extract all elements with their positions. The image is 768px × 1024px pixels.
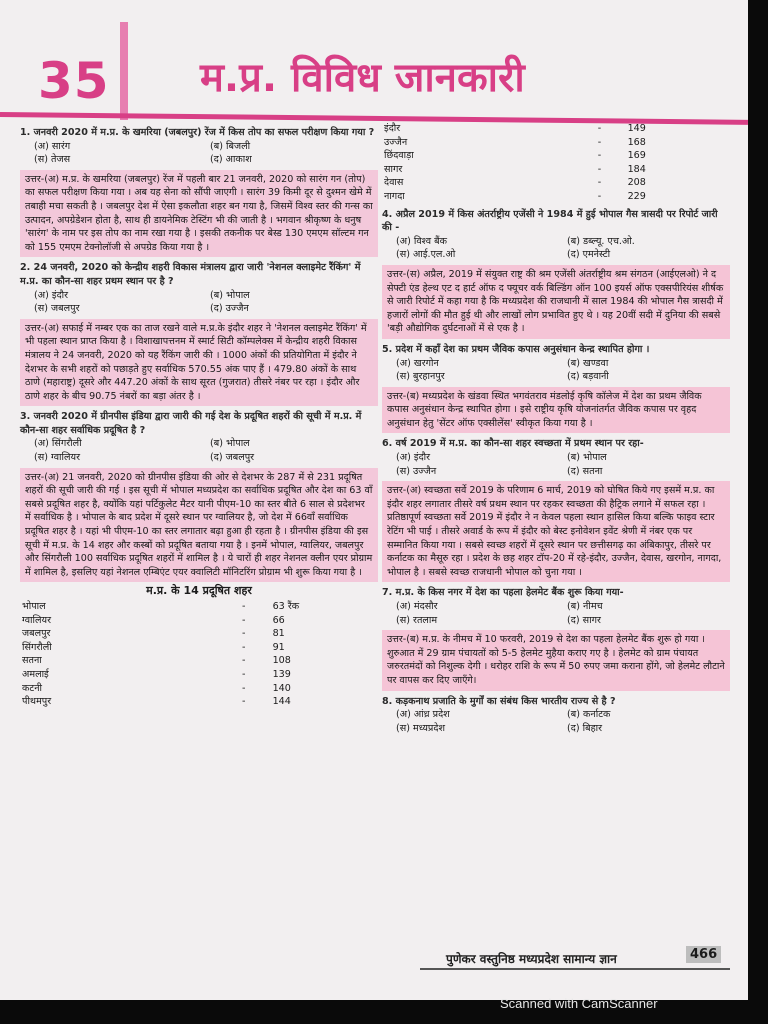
dash-cell: - xyxy=(242,696,246,708)
table-row xyxy=(20,682,378,696)
question-4-options xyxy=(382,235,730,262)
city-cell: देवास xyxy=(384,177,404,189)
option: (द) एमनेस्टी xyxy=(567,249,611,261)
answer-2: उत्तर-(अ) सफाई में नम्बर एक का ताज रखने वाले म.प्र.के इंदौर शहर ने 'नेशनल क्लाइमेट रैंकिंग' में भी पहला स्थान प्राप्त किया है । विशाखापत्तनम में स्मार्ट सिटी कॉम्पलेक्स में केन्द्रीय शहरी विकास मंत्रालय ने 24 जनवरी, 2020 को यह रैंकिंग जारी की । 1000 अंकों की प्रतियोगिता में इंदौर ने देशभर के सभी शहरों को पछाड़ते हुए सर्वाधिक 570.55 अंक पाए हैं । 479.80 अंकों के साथ ठाणे (महाराष्ट्र) दूसरे और 447.20 अंकों के साथ सूरत (गुजरात) तीसरे नंबर पर रहा । इंदौर और ठाणे शहर के बीच 90.75 नंबरों का बड़ा अंतर है । xyxy=(20,319,378,407)
question-2-options xyxy=(20,289,378,316)
question-6-options xyxy=(382,451,730,478)
right-column xyxy=(382,122,730,735)
city-cell: कटनी xyxy=(22,682,43,694)
city-cell: उज्जैन xyxy=(384,136,408,148)
dash-cell: - xyxy=(242,682,246,694)
dash-cell: - xyxy=(597,150,602,162)
option: (अ) सिंगरौली xyxy=(34,438,82,450)
option: (ब) भोपाल xyxy=(567,452,607,464)
option: (द) बड़वानी xyxy=(567,371,609,383)
rank-cell: 168 xyxy=(627,136,646,148)
option: (द) सतना xyxy=(567,465,603,477)
option: (स) मध्यप्रदेश xyxy=(396,722,446,734)
table-row xyxy=(382,149,730,163)
dash-cell: - xyxy=(242,614,246,626)
polluted-cities-heading: म.प्र. के 14 प्रदूषित शहर xyxy=(146,584,252,598)
city-cell: सतना xyxy=(22,655,42,667)
option: (स) बुरहानपुर xyxy=(396,371,445,383)
polluted-cities-table-continued xyxy=(382,122,730,204)
question-8: 8. कड़कनाथ प्रजाति के मुर्गों का संबंध किस भारतीय राज्य से है ? xyxy=(382,695,616,707)
option: (ब) भोपाल xyxy=(210,289,250,301)
dash-cell: - xyxy=(597,177,602,189)
table-row xyxy=(20,654,378,668)
dash-cell: - xyxy=(242,655,246,667)
rank-cell: 208 xyxy=(627,177,646,189)
option: (स) तेजस xyxy=(34,154,71,166)
rank-cell: 140 xyxy=(272,682,291,694)
city-cell: जबलपुर xyxy=(22,628,51,640)
city-cell: भोपाल xyxy=(22,601,46,612)
table-row xyxy=(382,163,730,177)
question-6: 6. वर्ष 2019 में म.प्र. का कौन-सा शहर स्वच्छता में प्रथम स्थान पर रहा- xyxy=(382,438,644,450)
question-8-options xyxy=(382,708,730,735)
dash-cell: - xyxy=(242,668,246,680)
dash-cell: - xyxy=(597,190,602,202)
city-cell: छिंदवाड़ा xyxy=(384,150,414,162)
option: (स) आई.एल.ओ xyxy=(396,249,456,261)
scan-watermark: Scanned with CamScanner xyxy=(500,996,658,1011)
table-row xyxy=(382,136,730,150)
rank-cell: 66 xyxy=(272,614,285,626)
chapter-title: म.प्र. विविध जानकारी xyxy=(200,55,525,101)
option: (अ) विश्व बैंक xyxy=(396,235,447,247)
rank-cell: 184 xyxy=(627,163,646,175)
option: (अ) मंदसौर xyxy=(396,601,438,612)
dash-cell: - xyxy=(242,628,246,640)
option: (अ) खरगोन xyxy=(396,357,439,369)
option: (स) रतलाम xyxy=(396,614,438,626)
dash-cell: - xyxy=(597,136,602,148)
city-cell: ग्वालियर xyxy=(22,614,51,626)
question-3-options xyxy=(20,437,378,464)
question-4: 4. अप्रैल 2019 में किस अंतर्राष्ट्रीय एजेंसी ने 1984 में हुई भोपाल गैस त्रासदी पर रिपोर्ट जारी की - xyxy=(382,208,718,234)
city-cell: सागर xyxy=(384,163,403,175)
book-title-footer: पुणेकर वस्तुनिष्ठ मध्यप्रदेश सामान्य ज्ञान xyxy=(446,952,617,966)
option: (ब) खण्डवा xyxy=(567,357,609,369)
option: (द) सागर xyxy=(567,614,601,626)
question-7-options xyxy=(382,600,730,627)
table-row xyxy=(20,614,378,628)
option: (अ) इंदौर xyxy=(396,452,431,464)
question-5-options xyxy=(382,357,730,384)
dash-cell: - xyxy=(242,601,246,612)
option: (स) उज्जैन xyxy=(396,465,437,477)
option: (अ) इंदौर xyxy=(34,289,69,301)
option: (ब) डब्ल्यू. एच.ओ. xyxy=(567,235,635,247)
question-3: 3. जनवरी 2020 में ग्रीनपीस इंडिया द्वारा जारी की गई देश के प्रदूषित शहरों की सूची में म.प्र. में कौन-सा शहर सर्वाधिक प्रदूषित है ? xyxy=(20,411,362,436)
footer-rule xyxy=(420,968,730,970)
rank-cell: 139 xyxy=(272,668,291,680)
table-row xyxy=(20,641,378,655)
answer-3: उत्तर-(अ) 21 जनवरी, 2020 को ग्रीनपीस इंडिया की ओर से देशभर के 287 में से 231 प्रदूषित शहरों की सूची जारी की गई । इस सूची में भोपाल मध्यप्रदेश का सर्वाधिक प्रदूषित और देश का 63 वाँ सबसे प्रदूषित शहर है, क्योंकि यहां पर्टिकुलेट मैटर यानी पीएम-10 का स्तर बीते 6 साल से प्रदेशभर में सर्वाधिक है । भोपाल के बाद प्रदेश में दूसरे स्थान पर ग्वालियर है, जो देश में 66वाँ सर्वाधिक प्रदूषित शहर है । यहां भी पीएम-10 का स्तर लगातार बढ़ा हुआ ही रहता है । ग्रीनपीस इंडिया की इस सूची में म.प्र. के 14 शहर और कस्बों को प्रदूषित बताया गया है । इनमें भोपाल, ग्वालियर, जबलपुर और सिंगरौली 100 सर्वाधिक प्रदूषित शहरों में शामिल है । ये चारों ही शहर नेशनल क्लीन एयर प्रोग्राम में शामिल है, इसलिए यहां नेशनल एम्बिएंट एयर क्वालिटी मॉनिटरिंग प्रोग्राम भी शुरू किया गया है । xyxy=(20,468,378,583)
table-row xyxy=(20,600,378,614)
rank-cell: 63 रैंक xyxy=(272,601,300,612)
answer-4: उत्तर-(स) अप्रैल, 2019 में संयुक्त राष्ट्र की श्रम एजेंसी अंतर्राष्ट्रीय श्रम संगठन (आईएलओ) ने द सेफ्टी एंड हेल्थ एट द हार्ट ऑफ द फ्यूचर वर्क बिल्डिंग ऑन 100 इयर्स ऑफ एक्सपीरियंस शीर्षक से जारी रिपोर्ट में कहा गया है कि मध्यप्रदेश की राजधानी में साल 1984 की भोपाल गैस त्रासदी में हजारों लोगों की मौत हुई थी और लाखों लोग प्रभावित हुए थे । यह 20वीं सदी में दुनिया की सबसे 'बड़ी औद्योगिक दुर्घटनाओं में से एक है । xyxy=(382,265,730,339)
chapter-divider xyxy=(120,22,128,120)
table-row xyxy=(20,695,378,709)
city-cell: इंदौर xyxy=(384,123,401,134)
option: (द) आकाश xyxy=(210,154,252,166)
table-row xyxy=(382,176,730,190)
rank-cell: 144 xyxy=(272,696,291,708)
answer-1: उत्तर-(अ) म.प्र. के खमरिया (जबलपुर) रेंज में पहली बार 21 जनवरी, 2020 को सारंग गन (तोप) का सफल परीक्षण किया गया । अब यह सेना को सौंपी जाएगी । सारंग 39 किमी दूर से दुश्मन खेमे में तबाही मचा सकती है । जबलपुर देश में ऐसा इकलौता शहर बन गया है, जिसमें विश्व स्तर की गन्स का उत्पादन, अपग्रेडेशन होता है, साथ ही डायनेमिक टेस्टिंग भी की जाती है । भगवान श्रीकृष्ण के धनुष 'सारंग' के नाम पर इस तोप का नाम रखा गया है । इसकी तकनीक पर बेस्ड 130 एमएम सॉल्टम गन को 155 एमएम टेक्नोलॉजी से अपग्रेड किया गया है । xyxy=(20,170,378,258)
left-column xyxy=(20,122,378,709)
table-row xyxy=(20,627,378,641)
dash-cell: - xyxy=(597,123,602,134)
question-5: 5. प्रदेश में कहाँ देश का प्रथम जैविक कपास अनुसंधान केन्द्र स्थापित होगा । xyxy=(382,343,650,355)
answer-7: उत्तर-(ब) म.प्र. के नीमच में 10 फरवरी, 2019 से देश का पहला हेलमेट बैंक शुरू हो गया । शुरुआत में 29 ग्राम पंचायतों को 5-5 हेलमेट मुहैया कराए गए है । हेलमेट को ग्राम पंचायत जरुरतमंदों को निशुल्क देगी । धरोहर राशि के रूप में 50 रुपए जमा कराना होंगे, जो हेलमेट लौटाने पर वापस कर दिए जाएँगे। xyxy=(382,630,730,690)
option: (द) बिहार xyxy=(567,722,603,734)
answer-5: उत्तर-(ब) मध्यप्रदेश के खंडवा स्थित भगवंतराव मंडलोई कृषि कॉलेज में देश का प्रथम जैविक कपास अनुसंधान केन्द्र स्थापित होगा । इसे राष्ट्रीय कृषि योजनांतर्गत जैविक कपास पर वृहद अनुसंधान हेतु 'सेंटर ऑफ एक्सीलेंस' स्वीकृत किया गया है । xyxy=(382,387,730,434)
city-cell: सिंगरौली xyxy=(22,641,52,653)
rank-cell: 108 xyxy=(272,655,291,667)
rank-cell: 229 xyxy=(627,190,646,202)
option: (द) जबलपुर xyxy=(210,452,255,464)
chapter-number: 35 xyxy=(38,52,110,110)
option: (ब) नीमच xyxy=(567,601,603,612)
question-2: 2. 24 जनवरी, 2020 को केन्द्रीय शहरी विकास मंत्रालय द्वारा जारी 'नेशनल क्लाइमेट रैंकिंग' में म.प्र. का कौन-सा शहर प्रथम स्थान पर है ? xyxy=(20,262,361,287)
option: (ब) भोपाल xyxy=(210,438,250,450)
option: (ब) बिजली xyxy=(210,140,251,152)
city-cell: अमलाई xyxy=(22,668,49,680)
table-row xyxy=(382,190,730,204)
question-1-options xyxy=(20,140,378,167)
option: (स) जबलपुर xyxy=(34,303,80,315)
rank-cell: 169 xyxy=(627,150,646,162)
rank-cell: 81 xyxy=(272,628,285,640)
answer-6: उत्तर-(अ) स्वच्छता सर्वे 2019 के परिणाम 6 मार्च, 2019 को घोषित किये गए इसमें म.प्र. का इंदौर शहर लगातार तीसरे वर्ष प्रथम स्थान पर रहकर स्वच्छता की हैट्रिक लगाने में सफल रहा । प्रतिष्ठापूर्ण स्वच्छता सर्वे 2019 में इंदौर ने न केवल पहला स्थान हासिल किया बल्कि फाइव स्टार रेटिंग भी पाई । तीसरे अवार्ड के रूप में इंदौर को बेस्ट इनोवेशन इवेंट श्रेणी में नंबर एक पर सम्मानित किया गया । सबसे स्वच्छ शहरों में दूसरे स्थान पर छत्तीसगढ़ का अंबिकापुर, तीसरे पर कर्नाटक का मैसूरु रहा । प्रदेश के छह शहर टॉप-20 में रहे-इंदौर, उज्जैन, देवास, खरगोन, नागदा, भोपाल है । सबसे स्वच्छ राजधानी भोपाल को चुना गया । xyxy=(382,481,730,582)
page-number: 466 xyxy=(686,946,721,963)
option: (अ) सारंग xyxy=(34,140,71,152)
option: (अ) आंध्र प्रदेश xyxy=(396,709,450,721)
city-cell: पीथमपुर xyxy=(22,696,52,708)
table-row xyxy=(20,668,378,682)
question-1: 1. जनवरी 2020 में म.प्र. के खमरिया (जबलपुर) रेंज में किस तोप का सफल परीक्षण किया गया ? xyxy=(20,127,375,138)
option: (द) उज्जैन xyxy=(210,303,249,315)
option: (स) ग्वालियर xyxy=(34,452,81,464)
dash-cell: - xyxy=(242,641,246,653)
rank-cell: 91 xyxy=(272,641,285,653)
polluted-cities-table xyxy=(20,600,378,709)
question-7: 7. म.प्र. के किस नगर में देश का पहला हेलमेट बैंक शुरू किया गया- xyxy=(382,587,624,599)
table-row xyxy=(382,122,730,136)
dash-cell: - xyxy=(597,163,602,175)
option: (ब) कर्नाटक xyxy=(567,709,611,721)
rank-cell: 149 xyxy=(627,123,646,134)
city-cell: नागदा xyxy=(384,190,405,202)
